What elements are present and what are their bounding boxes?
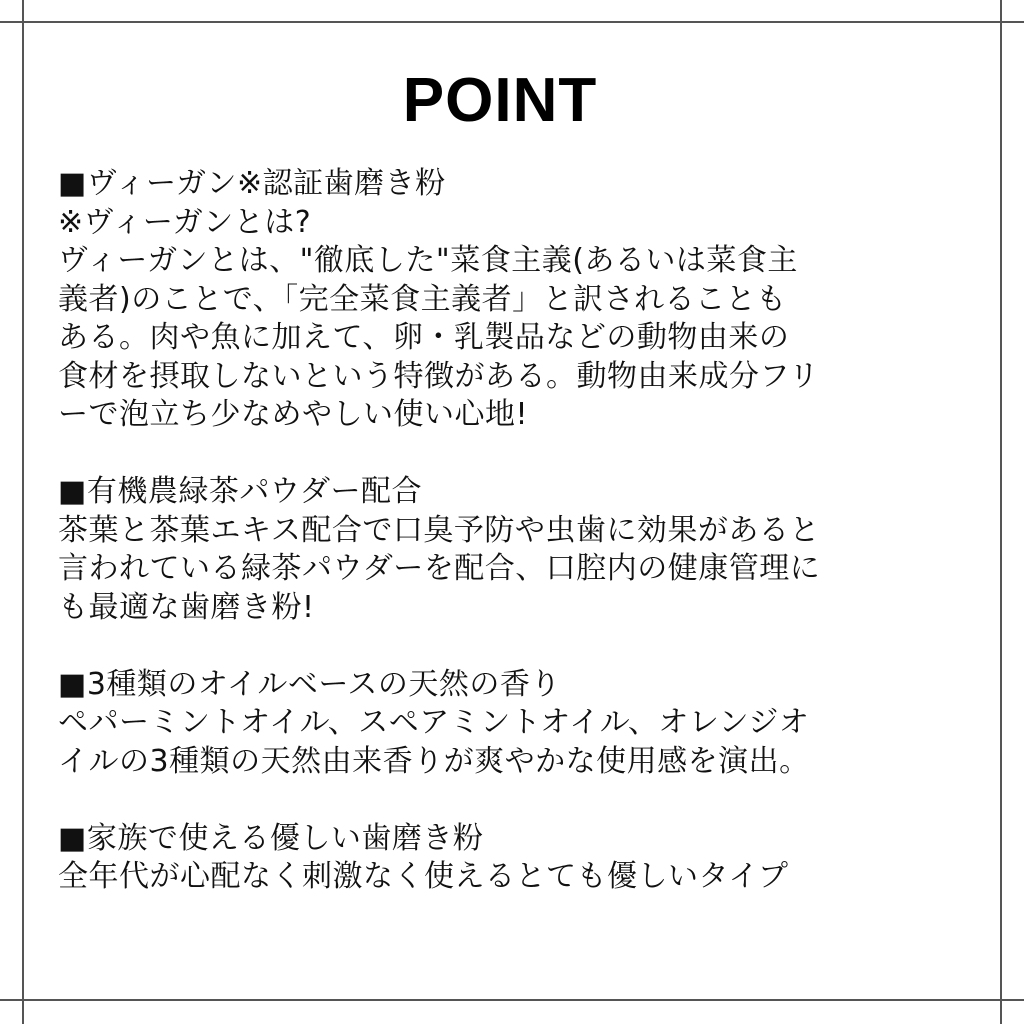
section-heading: ■有機農緑茶パウダー配合	[58, 474, 423, 509]
section-line: 食材を摂取しないという特徴がある。動物由来成分フリ	[58, 358, 820, 394]
section-line: ペパーミントオイル、スペアミントオイル、オレンジオ	[58, 705, 810, 740]
section-line: ーで泡立ち少なめやしい使い心地!	[58, 397, 529, 432]
section-line: 茶葉と茶葉エキス配合で口臭予防や虫歯に効果があると	[58, 512, 820, 548]
section-spacer	[58, 781, 983, 820]
section-heading: ■3種類のオイルベースの天然の香り	[58, 666, 561, 702]
section-spacer	[58, 435, 983, 474]
section-heading: ■ヴィーガン※認証歯磨き粉	[58, 166, 446, 201]
frame-bottom-line	[0, 999, 1024, 1001]
section-family	[58, 820, 983, 897]
section-oil-scent	[58, 666, 983, 782]
section-vegan	[58, 165, 983, 435]
page-title: POINT	[402, 66, 598, 135]
frame-left-line	[22, 0, 24, 1024]
point-content	[58, 165, 983, 897]
section-heading: ■家族で使える優しい歯磨き粉	[58, 820, 484, 856]
frame-top-line	[0, 21, 1024, 23]
section-line: 全年代が心配なく刺激なく使えるとても優しいタイプ	[58, 859, 789, 894]
frame-right-line	[1000, 0, 1002, 1024]
section-line: も最適な歯磨き粉!	[58, 589, 315, 625]
section-spacer	[58, 627, 983, 666]
section-line: ヴィーガンとは、"徹底した"菜食主義(あるいは菜食主	[58, 243, 798, 278]
section-line: ある。肉や魚に加えて、卵・乳製品などの動物由来の	[58, 320, 790, 355]
section-line: 言われている緑茶パウダーを配合、口腔内の健康管理に	[58, 551, 821, 586]
section-line: 義者)のことで、「完全菜食主義者」と訳されることも	[58, 281, 787, 317]
section-line: イルの3種類の天然由来香りが爽やかな使用感を演出。	[58, 743, 810, 779]
section-line: ※ヴィーガンとは?	[58, 204, 312, 240]
section-green-tea	[58, 473, 983, 627]
